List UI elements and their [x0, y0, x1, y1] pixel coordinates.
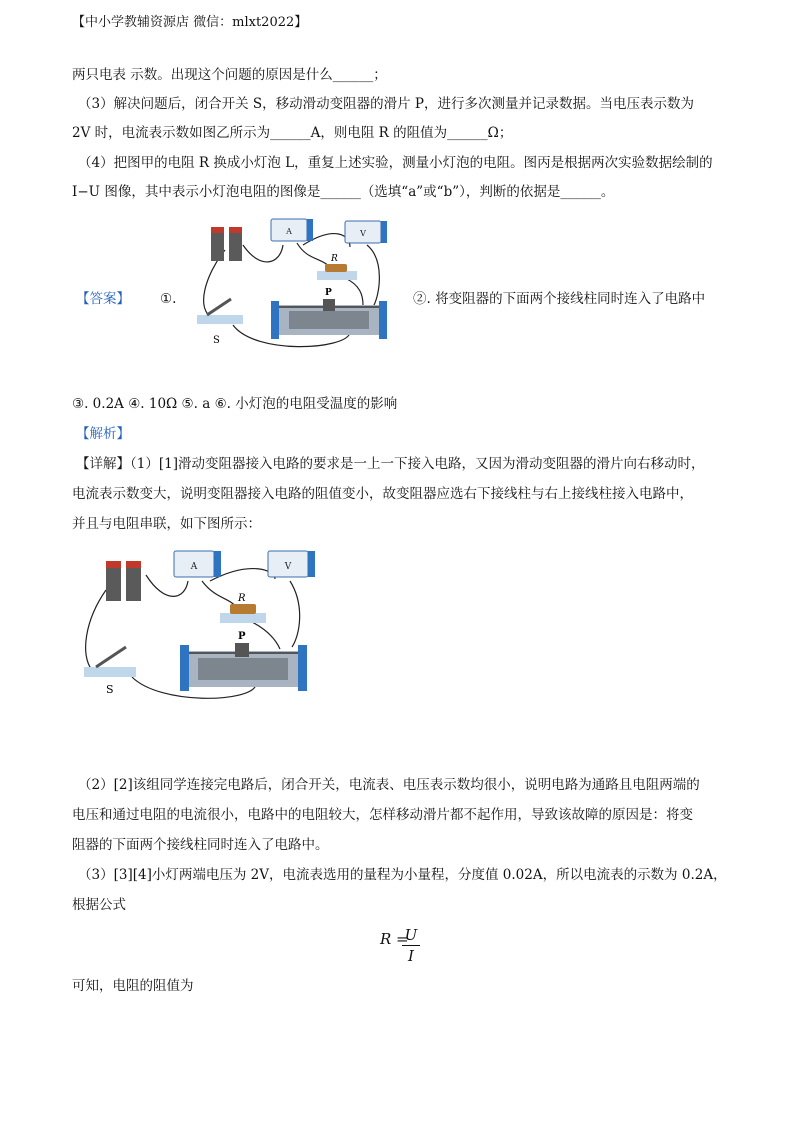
battery-icon: [211, 227, 242, 261]
voltmeter-icon: [268, 551, 315, 577]
question-line: 两只电表 示数。出现这个问题的原因是什么______；: [72, 67, 387, 83]
resistor-icon: [317, 254, 357, 280]
slider-label: P: [325, 288, 332, 298]
answer-line: ③. 0.2A ④. 10Ω ⑤. a ⑥. 小灯泡的电阻受温度的影响: [72, 396, 398, 412]
question-line: （4）把图甲的电阻 R 换成小灯泡 L，重复上述实验，测量小灯泡的电阻。图丙是根据两次实验数据绘制的: [78, 155, 713, 171]
rheostat-icon: [180, 631, 307, 691]
voltmeter-label: V: [360, 229, 366, 238]
formula-left: R =: [380, 930, 409, 948]
formula-fraction: [402, 926, 420, 965]
slider-label: P: [238, 631, 246, 642]
resistor-icon: [220, 593, 266, 623]
switch-icon: [84, 647, 136, 696]
circuit-figure-explanation: [80, 545, 320, 705]
answer-item: ②. 将变阻器的下面两个接线柱同时连入了电路中: [413, 291, 706, 307]
ammeter-icon: [271, 219, 313, 241]
formula-numerator: U: [404, 926, 418, 944]
rheostat-icon: [271, 288, 387, 339]
page-header: 【中小学教辅资源店 微信：mlxt2022】: [72, 15, 308, 30]
ammeter-icon: [174, 551, 221, 577]
answer-tag: 【答案】: [76, 291, 130, 307]
detail-line: （2）[2]该组同学连接完电路后，闭合开关，电流表、电压表示数均很小，说明电路为通路且电阻两端的: [78, 777, 700, 793]
switch-label: S: [106, 683, 114, 696]
battery-icon: [106, 561, 141, 601]
formula-denominator: I: [408, 947, 414, 965]
question-line: （3）解决问题后，闭合开关 S，移动滑动变阻器的滑片 P，进行多次测量并记录数据。当电压表示数为: [78, 96, 695, 112]
detail-line: 【详解】（1）[1]滑动变阻器接入电路的要求是一上一下接入电路，又因为滑动变阻器的滑片向右移动时，: [76, 456, 705, 472]
voltmeter-label: V: [284, 562, 292, 572]
resistor-label: R: [238, 593, 246, 604]
detail-line: 电流表示数变大，说明变阻器接入电路的阻值变小，故变阻器应选右下接线柱与右上接线柱接入电路中，: [72, 486, 693, 502]
switch-label: S: [213, 335, 220, 346]
answer-item: ①.: [160, 291, 177, 307]
detail-line: （3）[3][4]小灯两端电压为 2V，电流表选用的量程为小量程，分度值 0.02A，所以电流表的示数为 0.2A，: [78, 867, 727, 883]
question-line: I−U 图像，其中表示小灯泡电阻的图像是______（选填“a”或“b”），判断的依据是______。: [72, 184, 615, 200]
voltmeter-icon: [345, 221, 387, 243]
detail-line: 并且与电阻串联，如下图所示：: [72, 516, 261, 532]
analysis-tag: 【解析】: [76, 426, 130, 442]
detail-line: 阻器的下面两个接线柱同时连入了电路中。: [72, 837, 329, 853]
question-line: 2V 时，电流表示数如图乙所示为______A，则电阻 R 的阻值为______Ω；: [72, 125, 513, 141]
circuit-figure-answer: [185, 215, 410, 350]
detail-line: 根据公式: [72, 897, 126, 913]
ammeter-label: A: [286, 227, 292, 236]
ammeter-label: A: [190, 562, 198, 572]
detail-line: 电压和通过电阻的电流很小，电路中的电阻较大，怎样移动滑片都不起作用，导致该故障的原因是：将变: [72, 807, 693, 823]
detail-line: 可知，电阻的阻值为: [72, 978, 194, 994]
resistor-label: R: [331, 254, 338, 264]
